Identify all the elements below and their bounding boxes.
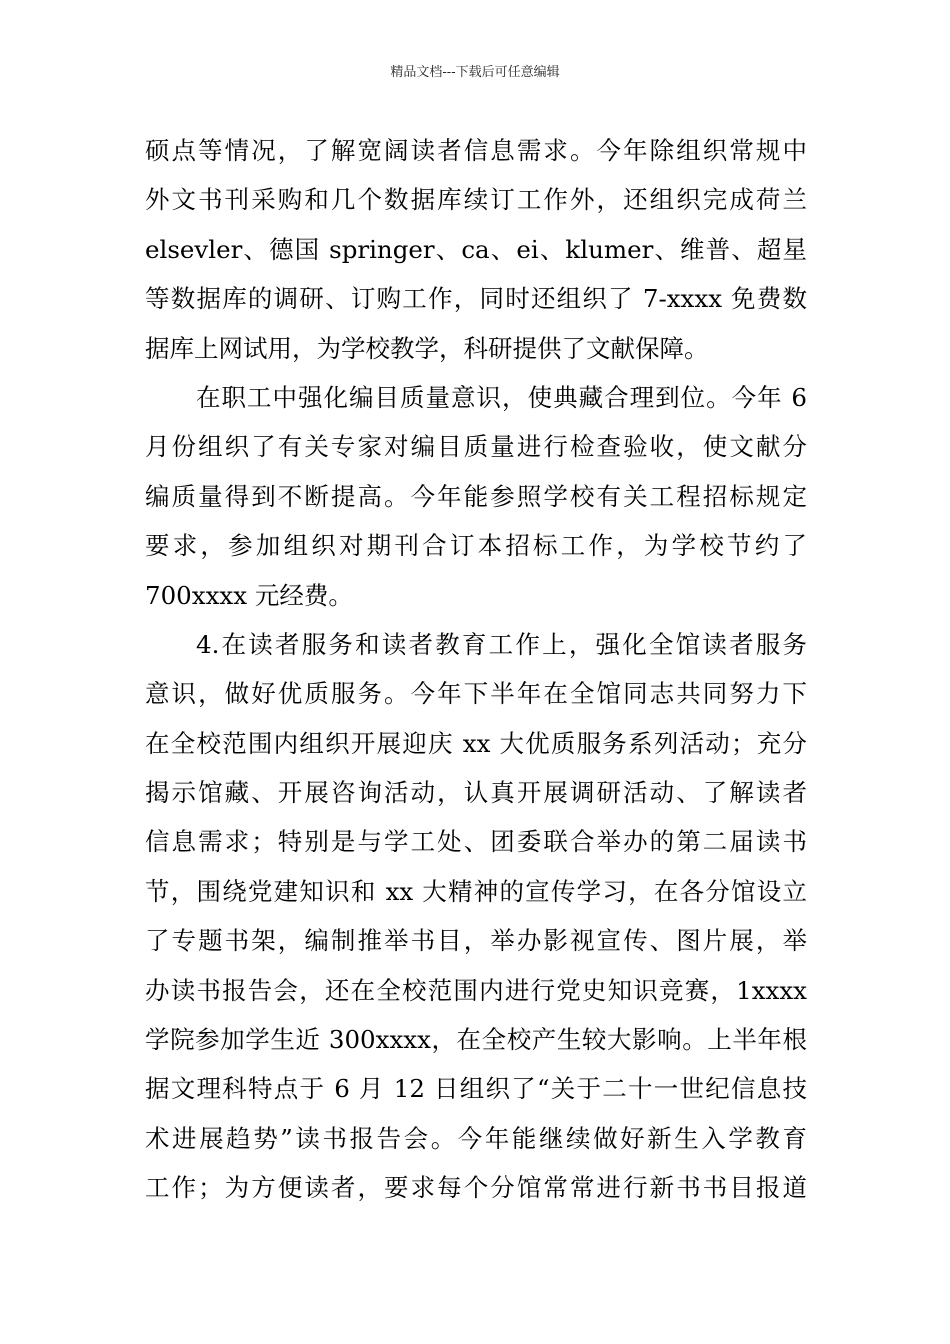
text-line: 学院参加学生近 300xxxx，在全校产生较大影响。上半年根 (145, 1025, 807, 1055)
paragraph-3 (145, 620, 807, 1213)
text-line: 工作；为方便读者，要求每个分馆常常进行新书书目报道 (145, 1173, 807, 1203)
text-line: 节，围绕党建知识和 xx 大精神的宣传学习，在各分馆设立 (145, 876, 807, 906)
text-line: 术进展趋势”读书报告会。今年能继续做好新生入学教育 (145, 1123, 807, 1153)
text-line: 4.在读者服务和读者教育工作上，强化全馆读者服务 (196, 629, 807, 659)
text-line: 硕点等情况，了解宽阔读者信息需求。今年除组织常规中 (145, 136, 807, 165)
text-line: 在职工中强化编目质量意识，使典藏合理到位。今年 6 (196, 382, 807, 412)
text-line: 编质量得到不断提高。今年能参照学校有关工程招标规定 (145, 481, 807, 511)
text-line: 意识，做好优质服务。今年下半年在全馆同志共同努力下 (145, 679, 807, 709)
text-line: 据库上网试用，为学校教学，科研提供了文献保障。 (145, 333, 709, 363)
text-line: 要求，参加组织对期刊合订本招标工作，为学校节约了 (145, 531, 807, 561)
page-header: 精品文档---下载后可任意编辑 (390, 65, 560, 80)
text-line: 揭示馆藏、开展咨询活动，认真开展调研活动、了解读者 (145, 778, 807, 808)
text-line: 月份组织了有关专家对编目质量进行检查验收，使文献分 (145, 432, 807, 462)
text-line: elsevler、德国 springer、ca、ei、klumer、维普、超星 (145, 234, 807, 264)
text-line: 外文书刊采购和几个数据库续订工作外，还组织完成荷兰 (145, 185, 807, 215)
text-line: 等数据库的调研、订购工作，同时还组织了 7-xxxx 免费数 (145, 284, 807, 314)
text-line: 办读书报告会，还在全校范围内进行党史知识竞赛，1xxxx (145, 975, 807, 1005)
text-line: 在全校范围内组织开展迎庆 xx 大优质服务系列活动；充分 (145, 728, 807, 758)
document-body (145, 126, 807, 1213)
paragraph-2 (145, 373, 807, 620)
text-line: 了专题书架，编制推举书目，举办影视宣传、图片展，举 (145, 926, 807, 956)
text-line: 700xxxx 元经费。 (145, 580, 353, 610)
paragraph-1 (145, 126, 807, 373)
text-line: 据文理科特点于 6 月 12 日组织了“关于二十一世纪信息技 (145, 1074, 807, 1104)
text-line: 信息需求；特别是与学工处、团委联合举办的第二届读书 (145, 827, 807, 857)
